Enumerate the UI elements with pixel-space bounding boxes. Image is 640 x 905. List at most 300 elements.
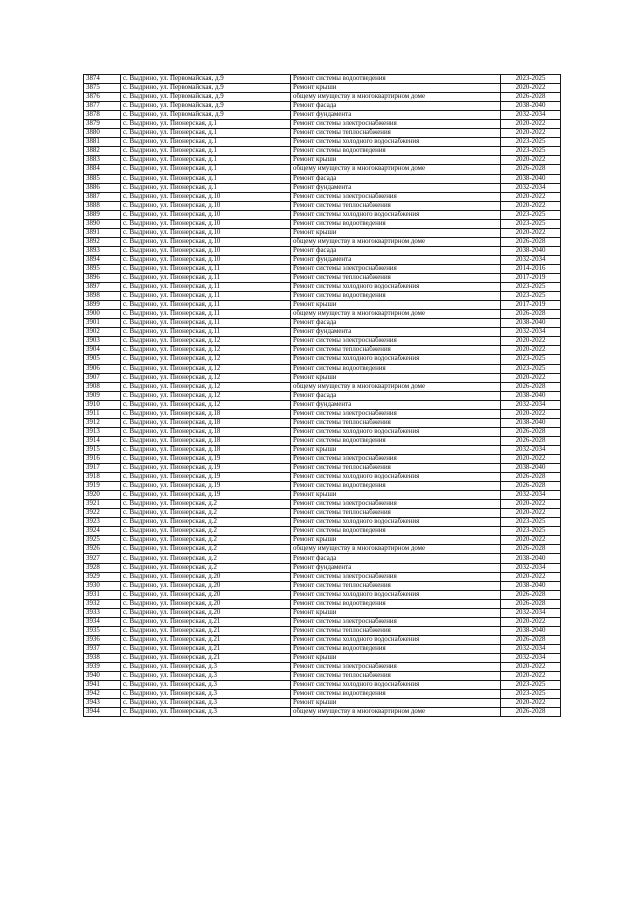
row-number: 3881 <box>84 138 121 147</box>
work-type-cell: Ремонт крыши <box>291 156 501 165</box>
period-cell: 2020-2022 <box>501 84 561 93</box>
address-cell: с. Выдрино, ул. Пионерская, д.3 <box>121 690 291 699</box>
address-cell: с. Выдрино, ул. Пионерская, д.2 <box>121 527 291 536</box>
period-cell: 2038-2040 <box>501 246 561 255</box>
row-number: 3941 <box>84 681 121 690</box>
period-cell: 2026-2028 <box>501 427 561 436</box>
period-cell: 2020-2022 <box>501 337 561 346</box>
table-row <box>84 283 561 292</box>
period-cell: 2026-2028 <box>501 635 561 644</box>
work-type-cell: Ремонт системы холодного водоснабжения <box>291 283 501 292</box>
period-cell: 2038-2040 <box>501 174 561 183</box>
work-type-cell: Ремонт системы водоотведения <box>291 436 501 445</box>
address-cell: с. Выдрино, ул. Пионерская, д.18 <box>121 409 291 418</box>
work-type-cell: Ремонт системы теплоснабжения <box>291 464 501 473</box>
work-type-cell: Ремонт системы водоотведения <box>291 364 501 373</box>
table-row <box>84 654 561 663</box>
row-number: 3929 <box>84 572 121 581</box>
period-cell: 2023-2025 <box>501 283 561 292</box>
table-row <box>84 129 561 138</box>
table-row <box>84 355 561 364</box>
address-cell: с. Выдрино, ул. Пионерская, д.11 <box>121 310 291 319</box>
table-row <box>84 138 561 147</box>
row-number: 3878 <box>84 111 121 120</box>
table-row <box>84 554 561 563</box>
address-cell: с. Выдрино, ул. Пионерская, д.18 <box>121 418 291 427</box>
work-type-cell: Ремонт фундамента <box>291 255 501 264</box>
work-type-cell: Ремонт крыши <box>291 536 501 545</box>
work-type-cell: Ремонт крыши <box>291 654 501 663</box>
row-number: 3937 <box>84 644 121 653</box>
address-cell: с. Выдрино, ул. Пионерская, д.2 <box>121 518 291 527</box>
address-cell: с. Выдрино, ул. Пионерская, д.18 <box>121 445 291 454</box>
table-row <box>84 246 561 255</box>
row-number: 3911 <box>84 409 121 418</box>
address-cell: с. Выдрино, ул. Пионерская, д.12 <box>121 355 291 364</box>
row-number: 3917 <box>84 464 121 473</box>
row-number: 3922 <box>84 509 121 518</box>
period-cell: 2032-2034 <box>501 491 561 500</box>
address-cell: с. Выдрино, ул. Пионерская, д.10 <box>121 246 291 255</box>
period-cell: 2032-2034 <box>501 644 561 653</box>
period-cell: 2038-2040 <box>501 464 561 473</box>
work-type-cell: Ремонт системы теплоснабжения <box>291 274 501 283</box>
table-row <box>84 264 561 273</box>
period-cell: 2026-2028 <box>501 708 561 717</box>
address-cell: с. Выдрино, ул. Пионерская, д.10 <box>121 201 291 210</box>
row-number: 3907 <box>84 373 121 382</box>
work-type-cell: Ремонт крыши <box>291 445 501 454</box>
row-number: 3888 <box>84 201 121 210</box>
row-number: 3906 <box>84 364 121 373</box>
address-cell: с. Выдрино, ул. Пионерская, д.20 <box>121 590 291 599</box>
address-cell: с. Выдрино, ул. Пионерская, д.20 <box>121 599 291 608</box>
work-type-cell: Ремонт крыши <box>291 373 501 382</box>
work-type-cell: Ремонт фундамента <box>291 183 501 192</box>
table-row <box>84 174 561 183</box>
period-cell: 2026-2028 <box>501 436 561 445</box>
table-row <box>84 681 561 690</box>
address-cell: с. Выдрино, ул. Пионерская, д.10 <box>121 255 291 264</box>
address-cell: с. Выдрино, ул. Первомайская, д.9 <box>121 102 291 111</box>
table-row <box>84 292 561 301</box>
work-type-cell: Ремонт системы теплоснабжения <box>291 626 501 635</box>
period-cell: 2023-2025 <box>501 138 561 147</box>
row-number: 3935 <box>84 626 121 635</box>
address-cell: с. Выдрино, ул. Пионерская, д.1 <box>121 120 291 129</box>
row-number: 3880 <box>84 129 121 138</box>
table-row <box>84 210 561 219</box>
address-cell: с. Выдрино, ул. Пионерская, д.2 <box>121 500 291 509</box>
row-number: 3940 <box>84 672 121 681</box>
address-cell: с. Выдрино, ул. Пионерская, д.11 <box>121 274 291 283</box>
work-type-cell: Ремонт системы водоотведения <box>291 527 501 536</box>
work-type-cell: Ремонт крыши <box>291 301 501 310</box>
work-type-cell: Ремонт системы холодного водоснабжения <box>291 635 501 644</box>
period-cell: 2023-2025 <box>501 364 561 373</box>
table-row <box>84 84 561 93</box>
period-cell: 2020-2022 <box>501 699 561 708</box>
work-type-cell: Ремонт системы холодного водоснабжения <box>291 210 501 219</box>
period-cell: 2023-2025 <box>501 681 561 690</box>
address-cell: с. Выдрино, ул. Пионерская, д.19 <box>121 491 291 500</box>
row-number: 3915 <box>84 445 121 454</box>
period-cell: 2026-2028 <box>501 93 561 102</box>
period-cell: 2026-2028 <box>501 482 561 491</box>
row-number: 3938 <box>84 654 121 663</box>
table-row <box>84 102 561 111</box>
work-type-cell: Ремонт системы теплоснабжения <box>291 418 501 427</box>
work-type-cell: Ремонт системы водоотведения <box>291 690 501 699</box>
row-number: 3921 <box>84 500 121 509</box>
row-number: 3944 <box>84 708 121 717</box>
table-row <box>84 436 561 445</box>
period-cell: 2020-2022 <box>501 120 561 129</box>
row-number: 3895 <box>84 264 121 273</box>
work-type-cell: Ремонт системы электроснабжения <box>291 192 501 201</box>
table-row <box>84 572 561 581</box>
row-number: 3898 <box>84 292 121 301</box>
address-cell: с. Выдрино, ул. Пионерская, д.2 <box>121 545 291 554</box>
table-row <box>84 427 561 436</box>
row-number: 3874 <box>84 75 121 84</box>
row-number: 3928 <box>84 563 121 572</box>
row-number: 3896 <box>84 274 121 283</box>
work-type-cell: Ремонт системы холодного водоснабжения <box>291 681 501 690</box>
work-type-cell: Ремонт системы электроснабжения <box>291 572 501 581</box>
table-row <box>84 346 561 355</box>
period-cell: 2014-2016 <box>501 264 561 273</box>
work-type-cell: Ремонт системы водоотведения <box>291 219 501 228</box>
work-type-cell: Ремонт системы холодного водоснабжения <box>291 473 501 482</box>
table-row <box>84 491 561 500</box>
table-row <box>84 563 561 572</box>
period-cell: 2023-2025 <box>501 518 561 527</box>
address-cell: с. Выдрино, ул. Пионерская, д.11 <box>121 319 291 328</box>
table-row <box>84 644 561 653</box>
work-type-cell: Ремонт фасада <box>291 391 501 400</box>
table-row <box>84 626 561 635</box>
work-type-cell: Ремонт системы холодного водоснабжения <box>291 138 501 147</box>
row-number: 3892 <box>84 237 121 246</box>
work-type-cell: Ремонт крыши <box>291 84 501 93</box>
address-cell: с. Выдрино, ул. Пионерская, д.1 <box>121 129 291 138</box>
table-row <box>84 183 561 192</box>
work-type-cell: Ремонт крыши <box>291 608 501 617</box>
table-row <box>84 219 561 228</box>
table-row <box>84 418 561 427</box>
table-row <box>84 617 561 626</box>
row-number: 3889 <box>84 210 121 219</box>
period-cell: 2032-2034 <box>501 328 561 337</box>
row-number: 3887 <box>84 192 121 201</box>
work-type-cell: Ремонт системы теплоснабжения <box>291 346 501 355</box>
period-cell: 2017-2019 <box>501 301 561 310</box>
table-row <box>84 545 561 554</box>
row-number: 3934 <box>84 617 121 626</box>
period-cell: 2020-2022 <box>501 572 561 581</box>
table-body <box>84 75 561 717</box>
address-cell: с. Выдрино, ул. Пионерская, д.10 <box>121 228 291 237</box>
table-row <box>84 228 561 237</box>
work-type-cell: Ремонт системы холодного водоснабжения <box>291 355 501 364</box>
work-type-cell: Ремонт фундамента <box>291 400 501 409</box>
work-type-cell: Ремонт системы электроснабжения <box>291 454 501 463</box>
address-cell: с. Выдрино, ул. Пионерская, д.10 <box>121 192 291 201</box>
work-type-cell: Ремонт системы холодного водоснабжения <box>291 427 501 436</box>
row-number: 3914 <box>84 436 121 445</box>
row-number: 3908 <box>84 382 121 391</box>
period-cell: 2032-2034 <box>501 400 561 409</box>
address-cell: с. Выдрино, ул. Пионерская, д.12 <box>121 373 291 382</box>
row-number: 3877 <box>84 102 121 111</box>
table-row <box>84 663 561 672</box>
period-cell: 2020-2022 <box>501 672 561 681</box>
period-cell: 2023-2025 <box>501 292 561 301</box>
address-cell: с. Выдрино, ул. Пионерская, д.18 <box>121 427 291 436</box>
repair-schedule-table <box>83 74 561 717</box>
row-number: 3890 <box>84 219 121 228</box>
period-cell: 2023-2025 <box>501 210 561 219</box>
period-cell: 2038-2040 <box>501 319 561 328</box>
period-cell: 2026-2028 <box>501 590 561 599</box>
table-row <box>84 527 561 536</box>
table-row <box>84 120 561 129</box>
period-cell: 2032-2034 <box>501 255 561 264</box>
address-cell: с. Выдрино, ул. Пионерская, д.1 <box>121 147 291 156</box>
row-number: 3885 <box>84 174 121 183</box>
period-cell: 2038-2040 <box>501 391 561 400</box>
period-cell: 2038-2040 <box>501 102 561 111</box>
address-cell: с. Выдрино, ул. Пионерская, д.1 <box>121 138 291 147</box>
period-cell: 2038-2040 <box>501 554 561 563</box>
work-type-cell: Ремонт системы водоотведения <box>291 147 501 156</box>
period-cell: 2026-2028 <box>501 545 561 554</box>
row-number: 3876 <box>84 93 121 102</box>
table-row <box>84 382 561 391</box>
row-number: 3927 <box>84 554 121 563</box>
period-cell: 2020-2022 <box>501 409 561 418</box>
period-cell: 2038-2040 <box>501 581 561 590</box>
period-cell: 2020-2022 <box>501 509 561 518</box>
table-row <box>84 364 561 373</box>
period-cell: 2023-2025 <box>501 147 561 156</box>
row-number: 3930 <box>84 581 121 590</box>
row-number: 3903 <box>84 337 121 346</box>
row-number: 3933 <box>84 608 121 617</box>
work-type-cell: Ремонт фасада <box>291 319 501 328</box>
period-cell: 2026-2028 <box>501 310 561 319</box>
table-row <box>84 635 561 644</box>
period-cell: 2032-2034 <box>501 654 561 663</box>
row-number: 3916 <box>84 454 121 463</box>
period-cell: 2020-2022 <box>501 500 561 509</box>
period-cell: 2038-2040 <box>501 418 561 427</box>
table-row <box>84 445 561 454</box>
table-row <box>84 509 561 518</box>
table-row <box>84 699 561 708</box>
period-cell: 2017-2019 <box>501 274 561 283</box>
table-row <box>84 255 561 264</box>
row-number: 3894 <box>84 255 121 264</box>
address-cell: с. Выдрино, ул. Пионерская, д.12 <box>121 346 291 355</box>
address-cell: с. Выдрино, ул. Пионерская, д.21 <box>121 635 291 644</box>
table-row <box>84 156 561 165</box>
address-cell: с. Выдрино, ул. Пионерская, д.1 <box>121 156 291 165</box>
row-number: 3932 <box>84 599 121 608</box>
address-cell: с. Выдрино, ул. Пионерская, д.3 <box>121 663 291 672</box>
period-cell: 2038-2040 <box>501 626 561 635</box>
work-type-cell: Ремонт системы электроснабжения <box>291 663 501 672</box>
work-type-cell: общему имуществу в многоквартирном доме <box>291 93 501 102</box>
work-type-cell: общему имуществу в многоквартирном доме <box>291 545 501 554</box>
period-cell: 2020-2022 <box>501 346 561 355</box>
row-number: 3936 <box>84 635 121 644</box>
work-type-cell: Ремонт системы водоотведения <box>291 292 501 301</box>
work-type-cell: Ремонт системы водоотведения <box>291 482 501 491</box>
table-row <box>84 93 561 102</box>
row-number: 3920 <box>84 491 121 500</box>
address-cell: с. Выдрино, ул. Пионерская, д.11 <box>121 328 291 337</box>
row-number: 3891 <box>84 228 121 237</box>
row-number: 3925 <box>84 536 121 545</box>
address-cell: с. Выдрино, ул. Пионерская, д.12 <box>121 391 291 400</box>
work-type-cell: Ремонт системы водоотведения <box>291 75 501 84</box>
address-cell: с. Выдрино, ул. Пионерская, д.2 <box>121 563 291 572</box>
table-row <box>84 454 561 463</box>
address-cell: с. Выдрино, ул. Пионерская, д.21 <box>121 617 291 626</box>
period-cell: 2026-2028 <box>501 165 561 174</box>
period-cell: 2032-2034 <box>501 183 561 192</box>
period-cell: 2020-2022 <box>501 228 561 237</box>
period-cell: 2032-2034 <box>501 563 561 572</box>
table-row <box>84 581 561 590</box>
table-row <box>84 590 561 599</box>
address-cell: с. Выдрино, ул. Пионерская, д.12 <box>121 364 291 373</box>
period-cell: 2020-2022 <box>501 129 561 138</box>
period-cell: 2023-2025 <box>501 219 561 228</box>
row-number: 3900 <box>84 310 121 319</box>
row-number: 3943 <box>84 699 121 708</box>
work-type-cell: Ремонт системы электроснабжения <box>291 264 501 273</box>
address-cell: с. Выдрино, ул. Пионерская, д.20 <box>121 581 291 590</box>
row-number: 3926 <box>84 545 121 554</box>
row-number: 3879 <box>84 120 121 129</box>
row-number: 3909 <box>84 391 121 400</box>
table-row <box>84 328 561 337</box>
table-row <box>84 536 561 545</box>
address-cell: с. Выдрино, ул. Пионерская, д.1 <box>121 165 291 174</box>
period-cell: 2032-2034 <box>501 111 561 120</box>
row-number: 3913 <box>84 427 121 436</box>
address-cell: с. Выдрино, ул. Пионерская, д.11 <box>121 283 291 292</box>
row-number: 3924 <box>84 527 121 536</box>
table-row <box>84 319 561 328</box>
work-type-cell: общему имуществу в многоквартирном доме <box>291 708 501 717</box>
address-cell: с. Выдрино, ул. Пионерская, д.3 <box>121 681 291 690</box>
address-cell: с. Выдрино, ул. Пионерская, д.19 <box>121 454 291 463</box>
work-type-cell: общему имуществу в многоквартирном доме <box>291 382 501 391</box>
table-row <box>84 409 561 418</box>
address-cell: с. Выдрино, ул. Пионерская, д.2 <box>121 554 291 563</box>
table-row <box>84 708 561 717</box>
work-type-cell: Ремонт фасада <box>291 174 501 183</box>
row-number: 3886 <box>84 183 121 192</box>
period-cell: 2020-2022 <box>501 373 561 382</box>
work-type-cell: Ремонт крыши <box>291 699 501 708</box>
table-row <box>84 400 561 409</box>
address-cell: с. Выдрино, ул. Пионерская, д.3 <box>121 672 291 681</box>
table-row <box>84 201 561 210</box>
table-row <box>84 337 561 346</box>
row-number: 3902 <box>84 328 121 337</box>
work-type-cell: Ремонт крыши <box>291 491 501 500</box>
period-cell: 2020-2022 <box>501 192 561 201</box>
period-cell: 2026-2028 <box>501 237 561 246</box>
period-cell: 2020-2022 <box>501 663 561 672</box>
work-type-cell: Ремонт фасада <box>291 102 501 111</box>
address-cell: с. Выдрино, ул. Пионерская, д.11 <box>121 301 291 310</box>
work-type-cell: Ремонт системы теплоснабжения <box>291 581 501 590</box>
work-type-cell: Ремонт системы теплоснабжения <box>291 129 501 138</box>
period-cell: 2026-2028 <box>501 382 561 391</box>
table-row <box>84 482 561 491</box>
table-row <box>84 192 561 201</box>
address-cell: с. Выдрино, ул. Пионерская, д.1 <box>121 174 291 183</box>
period-cell: 2026-2028 <box>501 473 561 482</box>
address-cell: с. Выдрино, ул. Пионерская, д.21 <box>121 626 291 635</box>
work-type-cell: Ремонт фундамента <box>291 111 501 120</box>
table-row <box>84 391 561 400</box>
table-row <box>84 599 561 608</box>
address-cell: с. Выдрино, ул. Пионерская, д.21 <box>121 654 291 663</box>
address-cell: с. Выдрино, ул. Пионерская, д.21 <box>121 644 291 653</box>
address-cell: с. Выдрино, ул. Пионерская, д.3 <box>121 699 291 708</box>
table-row <box>84 147 561 156</box>
table-row <box>84 672 561 681</box>
address-cell: с. Выдрино, ул. Первомайская, д.9 <box>121 84 291 93</box>
row-number: 3884 <box>84 165 121 174</box>
row-number: 3912 <box>84 418 121 427</box>
table-row <box>84 518 561 527</box>
period-cell: 2020-2022 <box>501 454 561 463</box>
row-number: 3883 <box>84 156 121 165</box>
work-type-cell: Ремонт системы холодного водоснабжения <box>291 518 501 527</box>
address-cell: с. Выдрино, ул. Пионерская, д.19 <box>121 473 291 482</box>
row-number: 3931 <box>84 590 121 599</box>
work-type-cell: Ремонт системы электроснабжения <box>291 120 501 129</box>
work-type-cell: Ремонт системы водоотведения <box>291 644 501 653</box>
address-cell: с. Выдрино, ул. Пионерская, д.20 <box>121 572 291 581</box>
period-cell: 2023-2025 <box>501 75 561 84</box>
address-cell: с. Выдрино, ул. Первомайская, д.9 <box>121 111 291 120</box>
table-row <box>84 165 561 174</box>
work-type-cell: Ремонт системы электроснабжения <box>291 500 501 509</box>
work-type-cell: общему имуществу в многоквартирном доме <box>291 310 501 319</box>
work-type-cell: Ремонт фундамента <box>291 328 501 337</box>
row-number: 3910 <box>84 400 121 409</box>
row-number: 3897 <box>84 283 121 292</box>
address-cell: с. Выдрино, ул. Пионерская, д.12 <box>121 382 291 391</box>
address-cell: с. Выдрино, ул. Первомайская, д.9 <box>121 75 291 84</box>
period-cell: 2020-2022 <box>501 156 561 165</box>
table-row <box>84 473 561 482</box>
address-cell: с. Выдрино, ул. Первомайская, д.9 <box>121 93 291 102</box>
table-row <box>84 111 561 120</box>
period-cell: 2032-2034 <box>501 608 561 617</box>
period-cell: 2020-2022 <box>501 201 561 210</box>
address-cell: с. Выдрино, ул. Пионерская, д.20 <box>121 608 291 617</box>
